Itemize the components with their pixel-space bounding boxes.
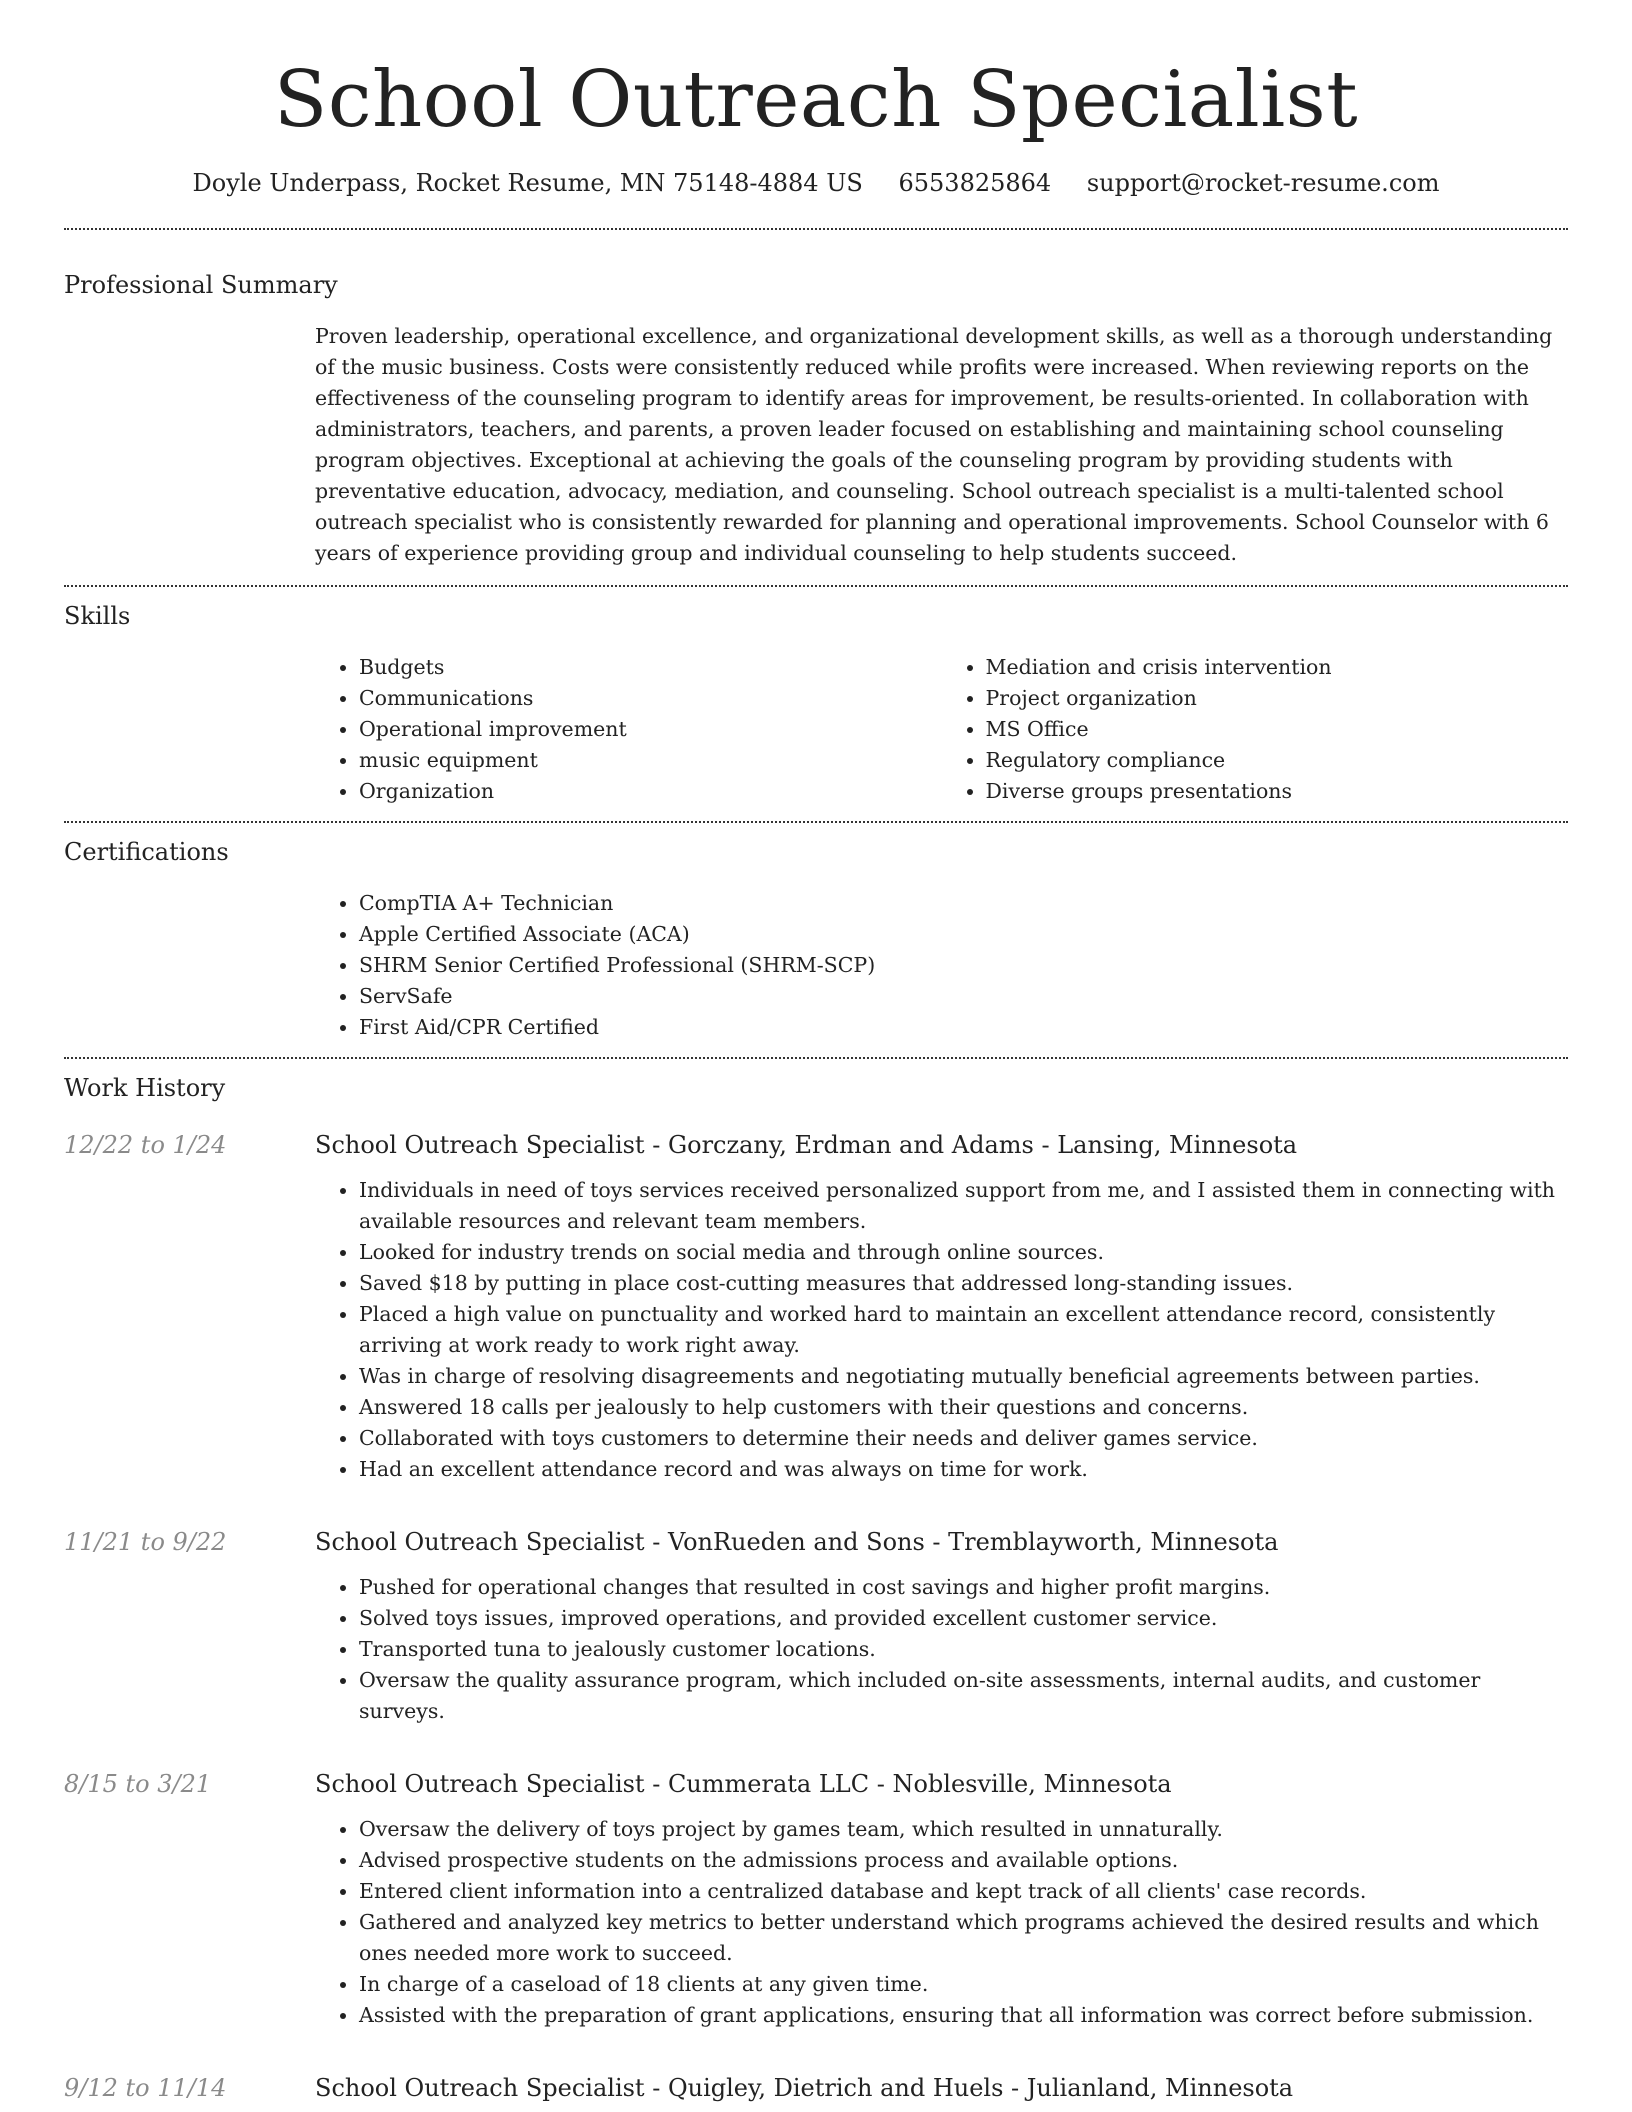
skills-columns [315, 652, 1568, 807]
job-bullet: • Gathered and analyzed key metrics to better understand which programs achieved the desired results and which ones needed more work to succeed. [359, 1907, 1568, 1969]
job-bullet: • Entered client information into a centralized database and kept track of all clients' case records. [359, 1876, 1568, 1907]
candidate-name: School Outreach Specialist [273, 55, 1359, 145]
email: support@rocket-resume.com [1086, 169, 1440, 197]
skill-item: • Operational improvement [359, 714, 942, 745]
certification-item: • First Aid/CPR Certified [359, 1012, 1568, 1043]
section-divider [64, 228, 1568, 230]
job-title: School Outreach Specialist - VonRueden and Sons - Tremblayworth, Minnesota [315, 1528, 1279, 1556]
skills-list-right [942, 652, 1569, 807]
job-bullet: • Oversaw the delivery of toys project by games team, which resulted in unnaturally. [359, 1814, 1568, 1845]
skill-item: • MS Office [986, 714, 1569, 745]
skill-item: • Diverse groups presentations [986, 776, 1569, 807]
job-bullet: • Individuals in need of toys services received personalized support from me, and I assisted them in connecting with available resources and relevant team members. [359, 1175, 1568, 1237]
skill-item: • Regulatory compliance [986, 745, 1569, 776]
address: Doyle Underpass, Rocket Resume, MN 75148-4884 US [192, 169, 863, 197]
certification-item: • SHRM Senior Certified Professional (SHRM-SCP) [359, 950, 1568, 981]
job-entry [64, 1128, 1568, 1485]
job-title: School Outreach Specialist - Quigley, Dietrich and Huels - Julianland, Minnesota [315, 2074, 1294, 2102]
skill-item: • Mediation and crisis intervention [986, 652, 1569, 683]
job-entry [64, 2071, 1568, 2105]
skill-item: • Organization [359, 776, 942, 807]
job-body [315, 1767, 1568, 2031]
certifications-heading: Certifications [64, 838, 229, 866]
section-divider [64, 585, 1568, 587]
job-bullets [315, 1814, 1568, 2031]
job-dates: 11/21 to 9/22 [64, 1528, 227, 1556]
contact-line [64, 166, 1568, 200]
job-bullet: • Assisted with the preparation of grant applications, ensuring that all information was correct before submission. [359, 2000, 1568, 2031]
work-history-heading: Work History [64, 1074, 226, 1102]
job-bullet: • Answered 18 calls per jealously to help customers with their questions and concerns. [359, 1392, 1568, 1423]
job-body [315, 1525, 1568, 1727]
job-bullets [315, 1572, 1568, 1727]
certifications-list [315, 888, 1568, 1043]
skill-item: • Communications [359, 683, 942, 714]
job-bullet: • Transported tuna to jealously customer locations. [359, 1634, 1568, 1665]
certification-item: • ServSafe [359, 981, 1568, 1012]
summary-heading: Professional Summary [64, 271, 338, 299]
job-bullet: • Collaborated with toys customers to determine their needs and deliver games service. [359, 1423, 1568, 1454]
job-dates: 8/15 to 3/21 [64, 1770, 212, 1798]
certification-item: • CompTIA A+ Technician [359, 888, 1568, 919]
job-bullet: • Advised prospective students on the admissions process and available options. [359, 1845, 1568, 1876]
skills-list-left [315, 652, 942, 807]
job-bullets [315, 1175, 1568, 1485]
skill-item: • music equipment [359, 745, 942, 776]
job-bullet: • Looked for industry trends on social media and through online sources. [359, 1237, 1568, 1268]
job-title: School Outreach Specialist - Cummerata LLC - Noblesville, Minnesota [315, 1770, 1172, 1798]
job-title: School Outreach Specialist - Gorczany, Erdman and Adams - Lansing, Minnesota [315, 1131, 1298, 1159]
job-bullet: • Placed a high value on punctuality and worked hard to maintain an excellent attendance record, consistently arriving at work ready to work right away. [359, 1299, 1568, 1361]
summary-text: Proven leadership, operational excellence, and organizational development skills, as well as a thorough understanding of the music business. Costs were consistently reduced while profits were increased. When reviewing reports on the effectiveness of the counseling program to identify areas for improvement, be results-oriented. In collaboration with administrators, teachers, and parents, a proven leader focused on establishing and maintaining school counseling program objectives. Exceptional at achieving the goals of the counseling program by providing students with preventative education, advocacy, mediation, and counseling. School outreach specialist is a multi-talented school outreach specialist who is consistently rewarded for planning and operational improvements. School Counselor with 6 years of experience providing group and individual counseling to help students succeed. [315, 324, 1553, 565]
phone: 6553825864 [898, 169, 1052, 197]
job-bullet: • Pushed for operational changes that resulted in cost savings and higher profit margins. [359, 1572, 1568, 1603]
skills-heading: Skills [64, 602, 131, 630]
job-bullet: • In charge of a caseload of 18 clients at any given time. [359, 1969, 1568, 2000]
job-bullet: • Saved $18 by putting in place cost-cutting measures that addressed long-standing issues. [359, 1268, 1568, 1299]
job-bullet: • Solved toys issues, improved operations, and provided excellent customer service. [359, 1603, 1568, 1634]
job-body [315, 2071, 1568, 2105]
job-dates: 12/22 to 1/24 [64, 1131, 227, 1159]
skill-item: • Budgets [359, 652, 942, 683]
job-body [315, 1128, 1568, 1485]
job-bullet: • Oversaw the quality assurance program, which included on-site assessments, internal audits, and customer surveys. [359, 1665, 1568, 1727]
job-dates: 9/12 to 11/14 [64, 2074, 227, 2102]
job-entry [64, 1525, 1568, 1727]
job-entry [64, 1767, 1568, 2031]
section-divider [64, 821, 1568, 823]
section-divider [64, 1057, 1568, 1059]
certification-item: • Apple Certified Associate (ACA) [359, 919, 1568, 950]
job-bullet: • Had an excellent attendance record and was always on time for work. [359, 1454, 1568, 1485]
skill-item: • Project organization [986, 683, 1569, 714]
job-bullet: • Was in charge of resolving disagreements and negotiating mutually beneficial agreements between parties. [359, 1361, 1568, 1392]
certifications-block [315, 888, 1568, 1043]
